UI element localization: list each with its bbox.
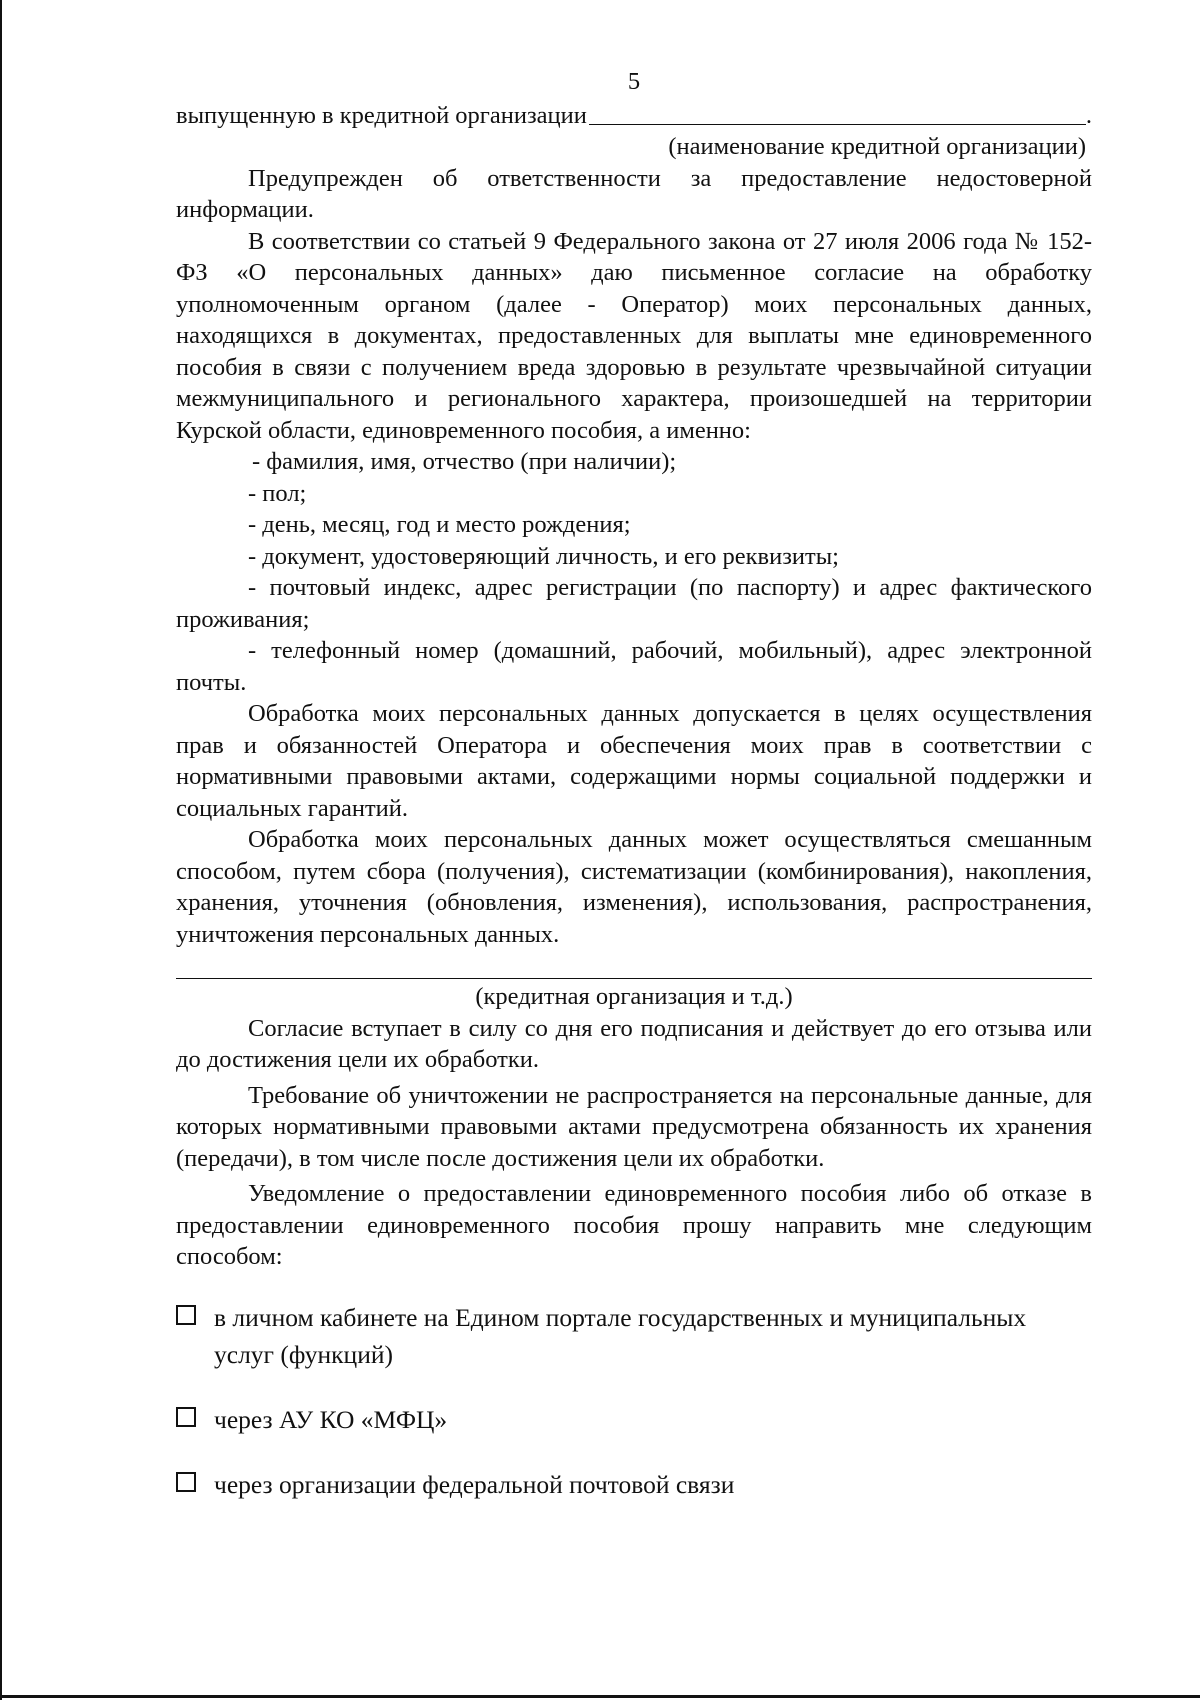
list-item: - почтовый индекс, адрес регистрации (по паспорту) и адрес фактического проживания; (176, 574, 1092, 633)
document-body (176, 66, 1092, 1503)
option-mfc-label: через АУ КО «МФЦ» (214, 1404, 448, 1434)
page-bottom-edge (2, 1695, 1200, 1698)
warning-paragraph: Предупрежден об ответственности за предоставление недостоверной информации. (176, 164, 1092, 223)
checkbox-epgu[interactable] (176, 1305, 196, 1325)
issued-bank-label: выпущенную в кредитной организации (176, 101, 587, 129)
list-item: - пол; (248, 479, 307, 507)
checkbox-mfc[interactable] (176, 1407, 196, 1427)
notification-paragraph: Уведомление о предоставлении единовременного пособия либо об отказе в предоставлении единовременного пособия прошу направить мне следующим способом: (176, 1180, 1092, 1270)
issued-bank-end: . (1085, 101, 1092, 129)
option-post-label: через организации федеральной почтовой связи (214, 1469, 735, 1499)
page-number: 5 (627, 68, 641, 95)
option-epgu[interactable] (176, 1299, 1092, 1373)
option-post[interactable] (176, 1466, 1092, 1503)
option-epgu-label: в личном кабинете на Едином портале государственных и муниципальных услуг (функций) (214, 1302, 1027, 1369)
bank-name-caption: (наименование кредитной организации) (668, 133, 1086, 160)
option-mfc[interactable] (176, 1401, 1092, 1438)
personal-data-list (176, 446, 1092, 698)
processing-purpose-paragraph: Обработка моих персональных данных допускается в целях осуществления прав и обязанностей Оператора и обеспечения моих прав в соответствии с нормативными правовыми актами, содержащими нормы социальной поддержки и социальных гарантий. (176, 700, 1092, 822)
consent-paragraph: В соответствии со статьей 9 Федерального закона от 27 июля 2006 года № 152-ФЗ «О персональных данных» даю письменное согласие на обработку уполномоченным органом (далее - Оператор) моих персональных данных, находящихся в документах, предоставленных для выплаты мне единовременного пособия в связи с получением вреда здоровью в результате чрезвычайной ситуации межмуниципального и регионального характера, произошедшей на территории Курской области, единовременного пособия, а именно: (176, 227, 1092, 444)
list-item: - документ, удостоверяющий личность, и его реквизиты; (248, 542, 839, 570)
list-item: - фамилия, имя, отчество (при наличии); (252, 448, 677, 475)
bank-name-blank[interactable] (589, 123, 1086, 125)
validity-paragraph: Согласие вступает в силу со дня его подписания и действует до его отзыва или до достижения цели их обработки. (176, 1014, 1092, 1073)
destruction-paragraph: Требование об уничтожении не распространяется на персональные данные, для которых нормативными правовыми актами предусмотрена обязанность их хранения (передачи), в том числе после достижения цели их обработки. (176, 1081, 1092, 1172)
list-item: - телефонный номер (домашний, рабочий, мобильный), адрес электронной почты. (176, 637, 1092, 696)
list-item: - день, месяц, год и место рождения; (248, 511, 631, 538)
issued-bank-line (176, 100, 1092, 132)
organization-blank[interactable] (176, 978, 1092, 979)
checkbox-post[interactable] (176, 1472, 196, 1492)
organization-caption: (кредитная организация и т.д.) (475, 983, 793, 1010)
processing-method-paragraph: Обработка моих персональных данных может осуществляться смешанным способом, путем сбора (получения), систематизации (комбинирования), накопления, хранения, уточнения (обновления, изменения), использования, распространения, уничтожения персональных данных. (176, 826, 1092, 948)
